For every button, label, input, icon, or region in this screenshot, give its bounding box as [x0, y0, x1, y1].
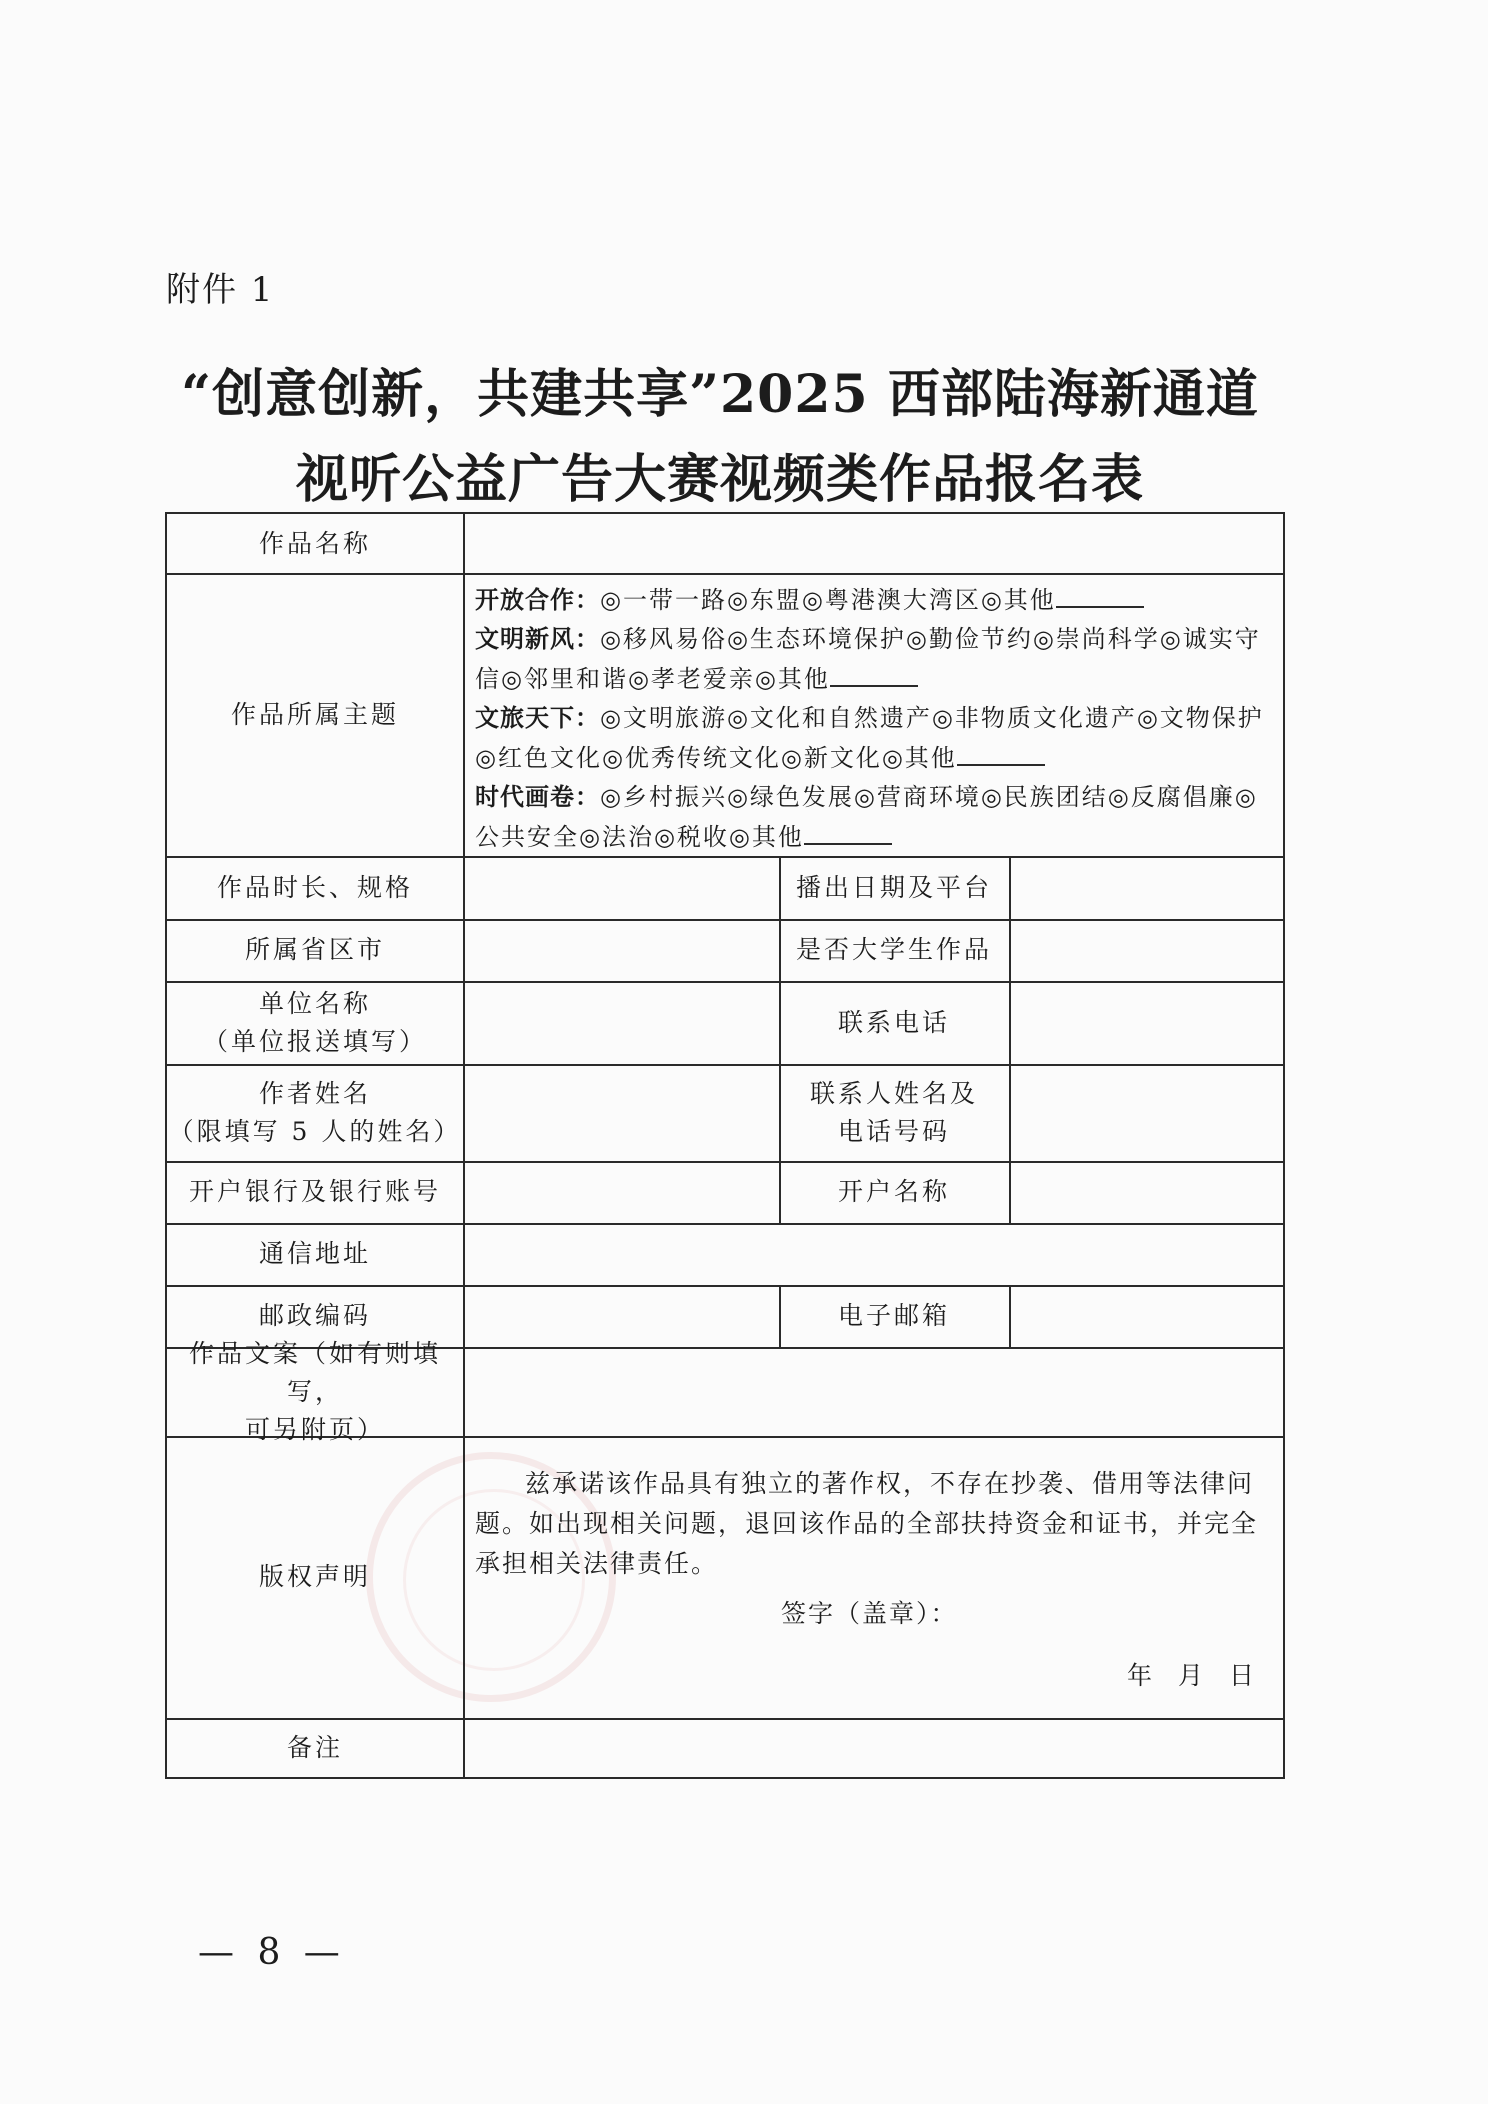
- input-bank[interactable]: [465, 1163, 777, 1222]
- theme-civility-options-1[interactable]: ◎移风易俗◎生态环境保护◎勤俭节约◎崇尚科学◎诚实守: [600, 625, 1261, 653]
- label-broadcast: 播出日期及平台: [795, 872, 992, 902]
- label-work-name: 作品名称: [258, 528, 371, 558]
- theme-open-options[interactable]: ◎一带一路◎东盟◎粤港澳大湾区◎其他: [600, 586, 1056, 614]
- copyright-declaration: [475, 1464, 1280, 1696]
- input-account-name[interactable]: [1011, 1163, 1281, 1222]
- input-unit-name[interactable]: [465, 983, 777, 1063]
- label-author-name: 作者姓名: [258, 1078, 371, 1108]
- other-blank-tourism[interactable]: [957, 738, 1045, 766]
- input-copywriting[interactable]: [465, 1349, 1281, 1435]
- input-postcode[interactable]: [465, 1287, 777, 1346]
- declaration-text: 兹承诺该作品具有独立的著作权，不存在抄袭、借用等法律问题。如出现相关问题，退回该作品的全部扶持资金和证书，并完全承担相关法律责任。: [475, 1469, 1259, 1578]
- input-broadcast[interactable]: [1011, 858, 1281, 918]
- input-province[interactable]: [465, 921, 777, 980]
- label-account-name: 开户名称: [837, 1177, 950, 1206]
- label-unit-name: 单位名称: [258, 988, 371, 1018]
- label-author-note: （限填写 5 人的姓名）: [168, 1116, 462, 1146]
- label-copyright: 版权声明: [258, 1562, 371, 1591]
- label-phone: 联系电话: [837, 1007, 950, 1037]
- label-postcode: 邮政编码: [258, 1301, 371, 1330]
- input-author[interactable]: [465, 1066, 777, 1160]
- label-theme: 作品所属主题: [230, 699, 399, 729]
- input-contact[interactable]: [1011, 1066, 1281, 1160]
- input-phone[interactable]: [1011, 983, 1281, 1063]
- label-college: 是否大学生作品: [795, 935, 992, 964]
- label-province: 所属省区市: [244, 935, 385, 964]
- other-blank-era[interactable]: [804, 817, 892, 845]
- label-contact: [779, 1064, 1009, 1161]
- label-copy-line2: 可另附页）: [244, 1414, 385, 1444]
- theme-head-tourism: 文旅天下：: [475, 704, 600, 732]
- theme-head-era: 时代画卷：: [475, 783, 600, 811]
- label-bank: 开户银行及银行账号: [188, 1177, 441, 1206]
- theme-tourism-options-2[interactable]: ◎红色文化◎优秀传统文化◎新文化◎其他: [475, 744, 957, 772]
- date-label: 年月日: [1126, 1661, 1280, 1690]
- theme-head-open: 开放合作：: [475, 586, 600, 614]
- signature-label: 签字（盖章）：: [781, 1599, 958, 1628]
- input-email[interactable]: [1011, 1287, 1281, 1346]
- registration-form-table: [165, 512, 1285, 1779]
- theme-tourism-options-1[interactable]: ◎文明旅游◎文化和自然遗产◎非物质文化遗产◎文物保护: [600, 704, 1264, 732]
- attachment-label: 附件 1: [166, 270, 275, 310]
- title-line-1: “创意创新，共建共享”2025 西部陆海新通道: [181, 364, 1259, 425]
- label-unit-note: （单位报送填写）: [202, 1026, 427, 1056]
- theme-head-civility: 文明新风：: [475, 625, 600, 653]
- label-copy-line1: 作品文案（如有则填写，: [188, 1338, 441, 1406]
- input-remarks[interactable]: [465, 1720, 1281, 1776]
- theme-era-options-1[interactable]: ◎乡村振兴◎绿色发展◎营商环境◎民族团结◎反腐倡廉◎: [600, 783, 1258, 811]
- other-blank-open[interactable]: [1056, 580, 1144, 608]
- label-contact-line1: 联系人姓名及: [809, 1078, 978, 1108]
- theme-options: [475, 580, 1280, 857]
- label-remarks: 备注: [286, 1732, 343, 1762]
- label-contact-line2: 电话号码: [837, 1116, 950, 1146]
- label-email: 电子邮箱: [837, 1301, 950, 1330]
- label-unit: [167, 981, 463, 1064]
- label-address: 通信地址: [258, 1239, 371, 1268]
- label-copywriting: [167, 1338, 463, 1444]
- theme-era-options-2[interactable]: 公共安全◎法治◎税收◎其他: [475, 823, 804, 851]
- input-address[interactable]: [465, 1225, 1281, 1284]
- label-duration-spec: 作品时长、规格: [216, 872, 413, 902]
- other-blank-civility[interactable]: [830, 659, 918, 687]
- title-line-2: 视听公益广告大赛视频类作品报名表: [295, 449, 1144, 510]
- input-college[interactable]: [1011, 921, 1281, 980]
- input-duration-spec[interactable]: [465, 858, 777, 918]
- label-author: [167, 1064, 463, 1161]
- page-number: — 8 —: [198, 1932, 346, 1973]
- input-work-name[interactable]: [465, 516, 1281, 572]
- theme-civility-options-2[interactable]: 信◎邻里和谐◎孝老爱亲◎其他: [475, 665, 830, 693]
